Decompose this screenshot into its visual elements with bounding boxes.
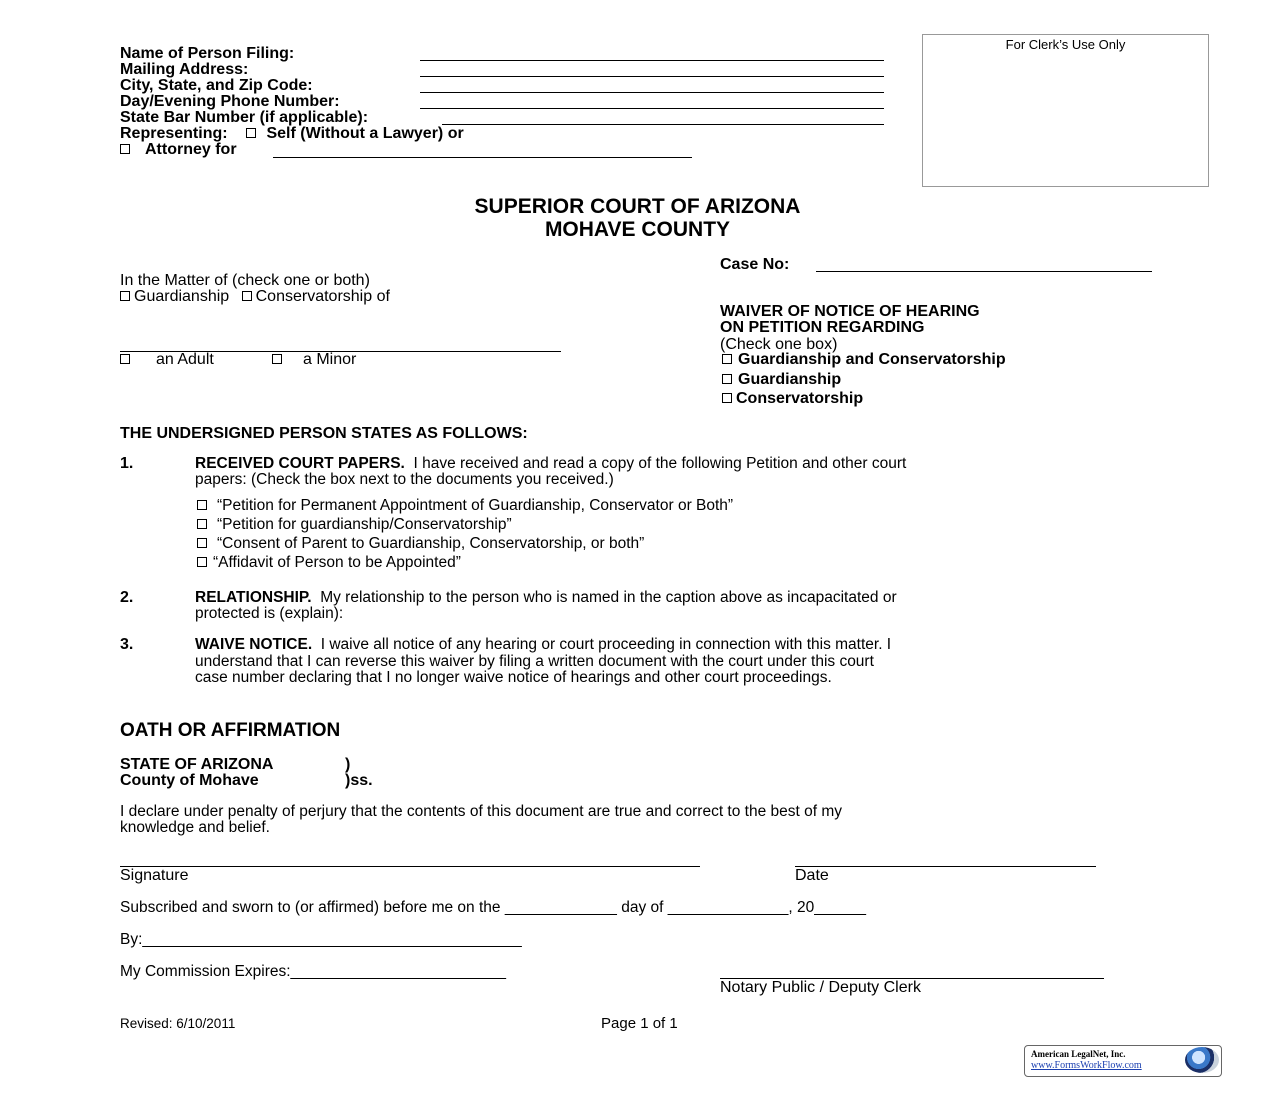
by-line[interactable]: By:____________________________________________ xyxy=(120,931,522,948)
page-number: Page 1 of 1 xyxy=(601,1015,678,1032)
name-label: Name of Person Filing: xyxy=(120,45,295,62)
minor-label: a Minor xyxy=(303,351,357,368)
waiver-both-checkbox[interactable] xyxy=(722,354,732,364)
city-label: City, State, and Zip Code: xyxy=(120,77,313,94)
bar-field-line[interactable] xyxy=(442,124,884,125)
minor-checkbox[interactable] xyxy=(272,354,282,364)
phone-label: Day/Evening Phone Number: xyxy=(120,93,340,110)
city-field-line[interactable] xyxy=(420,92,884,93)
item-2-line1 xyxy=(195,590,897,606)
document-row-1 xyxy=(197,498,733,514)
adult-minor-row xyxy=(120,352,214,368)
document-row-3 xyxy=(197,536,644,552)
document-4-label: “Affidavit of Person to be Appointed” xyxy=(213,554,461,571)
document-3-checkbox[interactable] xyxy=(197,538,207,548)
item-3-line1 xyxy=(195,637,891,653)
item-3-title: WAIVE NOTICE. xyxy=(195,636,313,653)
attorney-label: Attorney for xyxy=(145,141,237,158)
globe-icon xyxy=(1185,1047,1219,1073)
minor-row xyxy=(272,352,356,368)
date-line[interactable] xyxy=(795,866,1096,867)
attorney-field-line[interactable] xyxy=(273,157,692,158)
date-label: Date xyxy=(795,867,829,884)
guardianship-matter-checkbox[interactable] xyxy=(120,291,130,301)
waiver-title-line1: WAIVER OF NOTICE OF HEARING xyxy=(720,303,980,320)
states-heading: THE UNDERSIGNED PERSON STATES AS FOLLOWS: xyxy=(120,425,528,442)
case-no-field-line[interactable] xyxy=(816,271,1152,272)
conservatorship-matter-label: Conservatorship of xyxy=(255,288,390,305)
document-row-4 xyxy=(197,555,461,571)
item-2-text1: My relationship to the person who is named in the caption above as incapacitated or xyxy=(320,589,897,606)
logo-company-name: American LegalNet, Inc. xyxy=(1031,1049,1126,1059)
conservatorship-matter-checkbox[interactable] xyxy=(242,291,252,301)
item-3-text2: understand that I can reverse this waiver by filing a written document with the court under this court xyxy=(195,653,874,670)
item-2-text2: protected is (explain): xyxy=(195,605,344,622)
item-1-title: RECEIVED COURT PAPERS. xyxy=(195,455,405,472)
notary-label: Notary Public / Deputy Clerk xyxy=(720,979,921,996)
clerk-use-label: For Clerk’s Use Only xyxy=(1005,37,1126,52)
representing-label: Representing: xyxy=(120,125,228,142)
name-field-line[interactable] xyxy=(420,60,884,61)
waiver-guardianship-checkbox[interactable] xyxy=(722,374,732,384)
item-1-text2: papers: (Check the box next to the documents you received.) xyxy=(195,471,614,488)
logo-url[interactable]: www.FormsWorkFlow.com xyxy=(1031,1060,1142,1071)
representing-row xyxy=(120,126,464,142)
signature-line[interactable] xyxy=(120,866,700,867)
document-1-checkbox[interactable] xyxy=(197,500,207,510)
bar-label: State Bar Number (if applicable): xyxy=(120,109,369,126)
waiver-option-conservatorship xyxy=(722,391,863,407)
waiver-title-line2: ON PETITION REGARDING xyxy=(720,319,925,336)
subscribed-line[interactable]: Subscribed and sworn to (or affirmed) before me on the _____________ day of ______________, 20______ xyxy=(120,899,866,916)
self-checkbox[interactable] xyxy=(246,128,256,138)
phone-field-line[interactable] xyxy=(420,108,884,109)
case-no-label: Case No: xyxy=(720,256,790,273)
guardianship-matter-label: Guardianship xyxy=(134,288,230,305)
document-2-label: “Petition for guardianship/Conservatorship” xyxy=(217,516,512,533)
court-title-line2: MOHAVE COUNTY xyxy=(544,218,731,241)
adult-label: an Adult xyxy=(156,351,214,368)
document-4-checkbox[interactable] xyxy=(197,557,207,567)
adult-checkbox[interactable] xyxy=(120,354,130,364)
item-1-line1 xyxy=(195,456,906,472)
document-1-label: “Petition for Permanent Appointment of Guardianship, Conservator or Both” xyxy=(217,497,734,514)
revised-date: Revised: 6/10/2011 xyxy=(120,1016,236,1031)
oath-declaration-line2: knowledge and belief. xyxy=(120,819,270,836)
item-2-title: RELATIONSHIP. xyxy=(195,589,312,606)
signature-label: Signature xyxy=(120,867,189,884)
waiver-conservatorship-checkbox[interactable] xyxy=(722,393,732,403)
oath-state: STATE OF ARIZONA xyxy=(120,756,274,773)
waiver-both-label: Guardianship and Conservatorship xyxy=(738,351,1006,368)
waiver-option-guardianship xyxy=(722,372,841,388)
oath-declaration-line1: I declare under penalty of perjury that the contents of this document are true and correct to the best of my xyxy=(120,803,843,820)
commission-line[interactable]: My Commission Expires:_________________________ xyxy=(120,963,507,980)
matter-options xyxy=(120,289,390,305)
american-legalnet-logo[interactable] xyxy=(1024,1045,1222,1077)
oath-heading: OATH OR AFFIRMATION xyxy=(120,720,341,741)
waiver-option-both xyxy=(722,352,1006,368)
matter-heading: In the Matter of (check one or both) xyxy=(120,272,370,289)
oath-state-paren: ) xyxy=(345,756,351,773)
document-row-2 xyxy=(197,517,512,533)
mailing-label: Mailing Address: xyxy=(120,61,249,78)
court-title-line1: SUPERIOR COURT OF ARIZONA xyxy=(474,195,801,218)
item-3-text3: case number declaring that I no longer waive notice of hearings and other court proceedings. xyxy=(195,669,832,686)
mailing-field-line[interactable] xyxy=(420,76,884,77)
document-2-checkbox[interactable] xyxy=(197,519,207,529)
oath-county: County of Mohave xyxy=(120,772,259,789)
item-2-number: 2. xyxy=(120,589,134,606)
attorney-checkbox[interactable] xyxy=(120,144,130,154)
self-label: Self (Without a Lawyer) or xyxy=(266,125,464,142)
attorney-row xyxy=(120,142,237,158)
document-3-label: “Consent of Parent to Guardianship, Conservatorship, or both” xyxy=(217,535,645,552)
item-1-text1: I have received and read a copy of the following Petition and other court xyxy=(413,455,907,472)
oath-county-ss: )ss. xyxy=(345,772,373,789)
waiver-guardianship-label: Guardianship xyxy=(738,371,842,388)
item-3-text1: I waive all notice of any hearing or court proceeding in connection with this matter. I xyxy=(320,636,892,653)
waiver-conservatorship-label: Conservatorship xyxy=(736,390,864,407)
clerk-use-box xyxy=(922,34,1209,187)
item-1-number: 1. xyxy=(120,455,134,472)
waiver-instruction: (Check one box) xyxy=(720,336,838,353)
item-3-number: 3. xyxy=(120,636,134,653)
